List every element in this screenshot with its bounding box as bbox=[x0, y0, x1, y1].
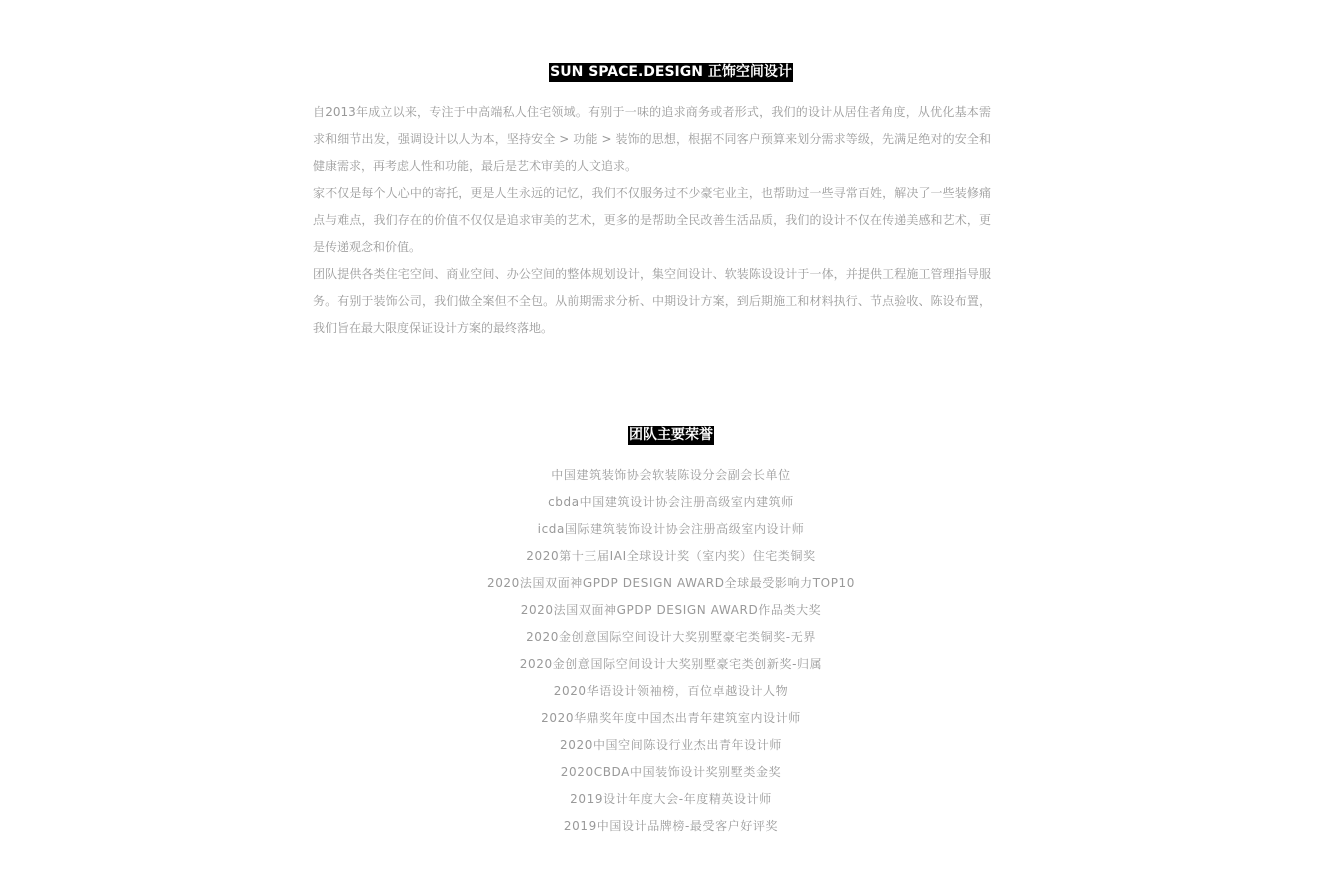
honor-item: 2020华鼎奖年度中国杰出青年建筑室内设计师 bbox=[541, 711, 801, 725]
honor-item: 2020华语设计领袖榜，百位卓越设计人物 bbox=[553, 684, 789, 698]
honor-item: 2020金创意国际空间设计大奖别墅豪宅类创新奖-归属 bbox=[519, 657, 823, 671]
honor-item: 2020法国双面神GPDP DESIGN AWARD全球最受影响力TOP10 bbox=[486, 576, 856, 590]
honors-list bbox=[0, 462, 1342, 840]
page-title-text: SUN SPACE.DESIGN 正饰空间设计 bbox=[550, 64, 792, 80]
honor-item: 2020第十三届IAI全球设计奖（室内奖）住宅类铜奖 bbox=[526, 549, 816, 563]
honor-item: 2020金创意国际空间设计大奖别墅豪宅类铜奖-无界 bbox=[526, 630, 816, 644]
intro-paragraph: 团队提供各类住宅空间、商业空间、办公空间的整体规划设计，集空间设计、软装陈设设计于一体，并提供工程施工管理指导服务。有别于装饰公司，我们做全案但不全包。从前期需求分析、中期设计方案，到后期施工和材料执行、节点验收、陈设布置，我们旨在最大限度保证设计方案的最终落地。 bbox=[313, 267, 991, 335]
page-title bbox=[0, 61, 1342, 82]
honor-item: 2020CBDA中国装饰设计奖别墅类金奖 bbox=[560, 765, 782, 779]
intro-section bbox=[313, 99, 991, 342]
honor-item: 2020中国空间陈设行业杰出青年设计师 bbox=[560, 738, 782, 752]
honors-title bbox=[0, 424, 1342, 445]
honor-item: icda国际建筑装饰设计协会注册高级室内设计师 bbox=[537, 522, 805, 536]
honor-item: 2020法国双面神GPDP DESIGN AWARD作品类大奖 bbox=[520, 603, 822, 617]
intro-paragraph: 家不仅是每个人心中的寄托，更是人生永远的记忆，我们不仅服务过不少豪宅业主，也帮助过一些寻常百姓，解决了一些装修痛点与难点，我们存在的价值不仅仅是追求审美的艺术，更多的是帮助全民改善生活品质，我们的设计不仅在传递美感和艺术，更是传递观念和价值。 bbox=[313, 186, 991, 254]
honor-item: 中国建筑装饰协会软装陈设分会副会长单位 bbox=[551, 468, 791, 482]
intro-paragraph: 自2013年成立以来，专注于中高端私人住宅领域。有别于一味的追求商务或者形式，我们的设计从居住者角度，从优化基本需求和细节出发，强调设计以人为本，坚持安全 > 功能 > 装饰的思想，根据不同客户预算来划分需求等级，先满足绝对的安全和健康需求，再考虑人性和功能，最后是艺术审美的人文追求。 bbox=[313, 105, 991, 173]
honor-item: 2019设计年度大会-年度精英设计师 bbox=[570, 792, 772, 806]
honors-title-text: 团队主要荣誉 bbox=[629, 427, 713, 443]
honor-item: cbda中国建筑设计协会注册高级室内建筑师 bbox=[548, 495, 794, 509]
honor-item: 2019中国设计品牌榜-最受客户好评奖 bbox=[563, 819, 779, 833]
